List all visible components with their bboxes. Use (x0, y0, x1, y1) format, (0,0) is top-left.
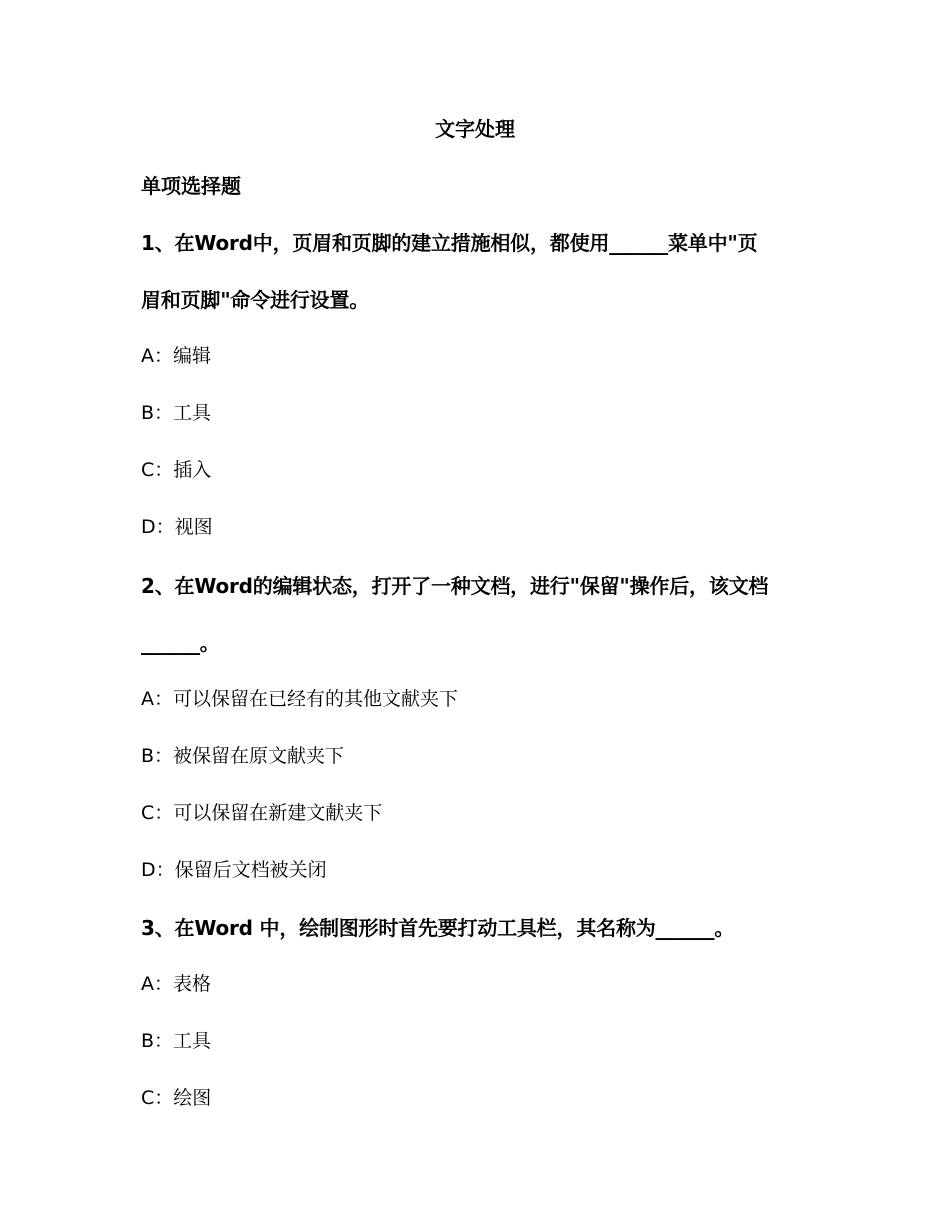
question-2-option-d: D：保留后文档被关闭 (141, 859, 327, 881)
question-1-option-d: D：视图 (141, 516, 213, 538)
question-2-option-c: C：可以保留在新建文献夹下 (141, 802, 383, 824)
question-1-option-b: B：工具 (141, 402, 212, 424)
question-3-option-b: B：工具 (141, 1030, 212, 1052)
question-1-line-2: 眉和页脚"命令进行设置。 (141, 288, 370, 312)
question-2-option-a: A：可以保留在已经有的其他文献夹下 (141, 688, 458, 710)
question-3-option-c: C：绘图 (141, 1087, 212, 1109)
section-heading: 单项选择题 (141, 174, 241, 198)
question-2-line-2: ______。 (141, 631, 220, 655)
question-3-line-1: 3、在Word 中，绘制图形时首先要打动工具栏，其名称为______。 (141, 916, 735, 940)
question-2-option-b: B：被保留在原文献夹下 (141, 745, 345, 767)
question-3-option-a: A：表格 (141, 973, 211, 995)
question-2-line-1: 2、在Word的编辑状态，打开了一种文档，进行"保留"操作后，该文档 (141, 574, 769, 598)
question-1-line-1: 1、在Word中，页眉和页脚的建立措施相似，都使用______菜单中"页 (141, 231, 758, 255)
question-1-option-c: C：插入 (141, 459, 212, 481)
document-title: 文字处理 (435, 117, 515, 141)
question-1-option-a: A：编辑 (141, 345, 211, 367)
